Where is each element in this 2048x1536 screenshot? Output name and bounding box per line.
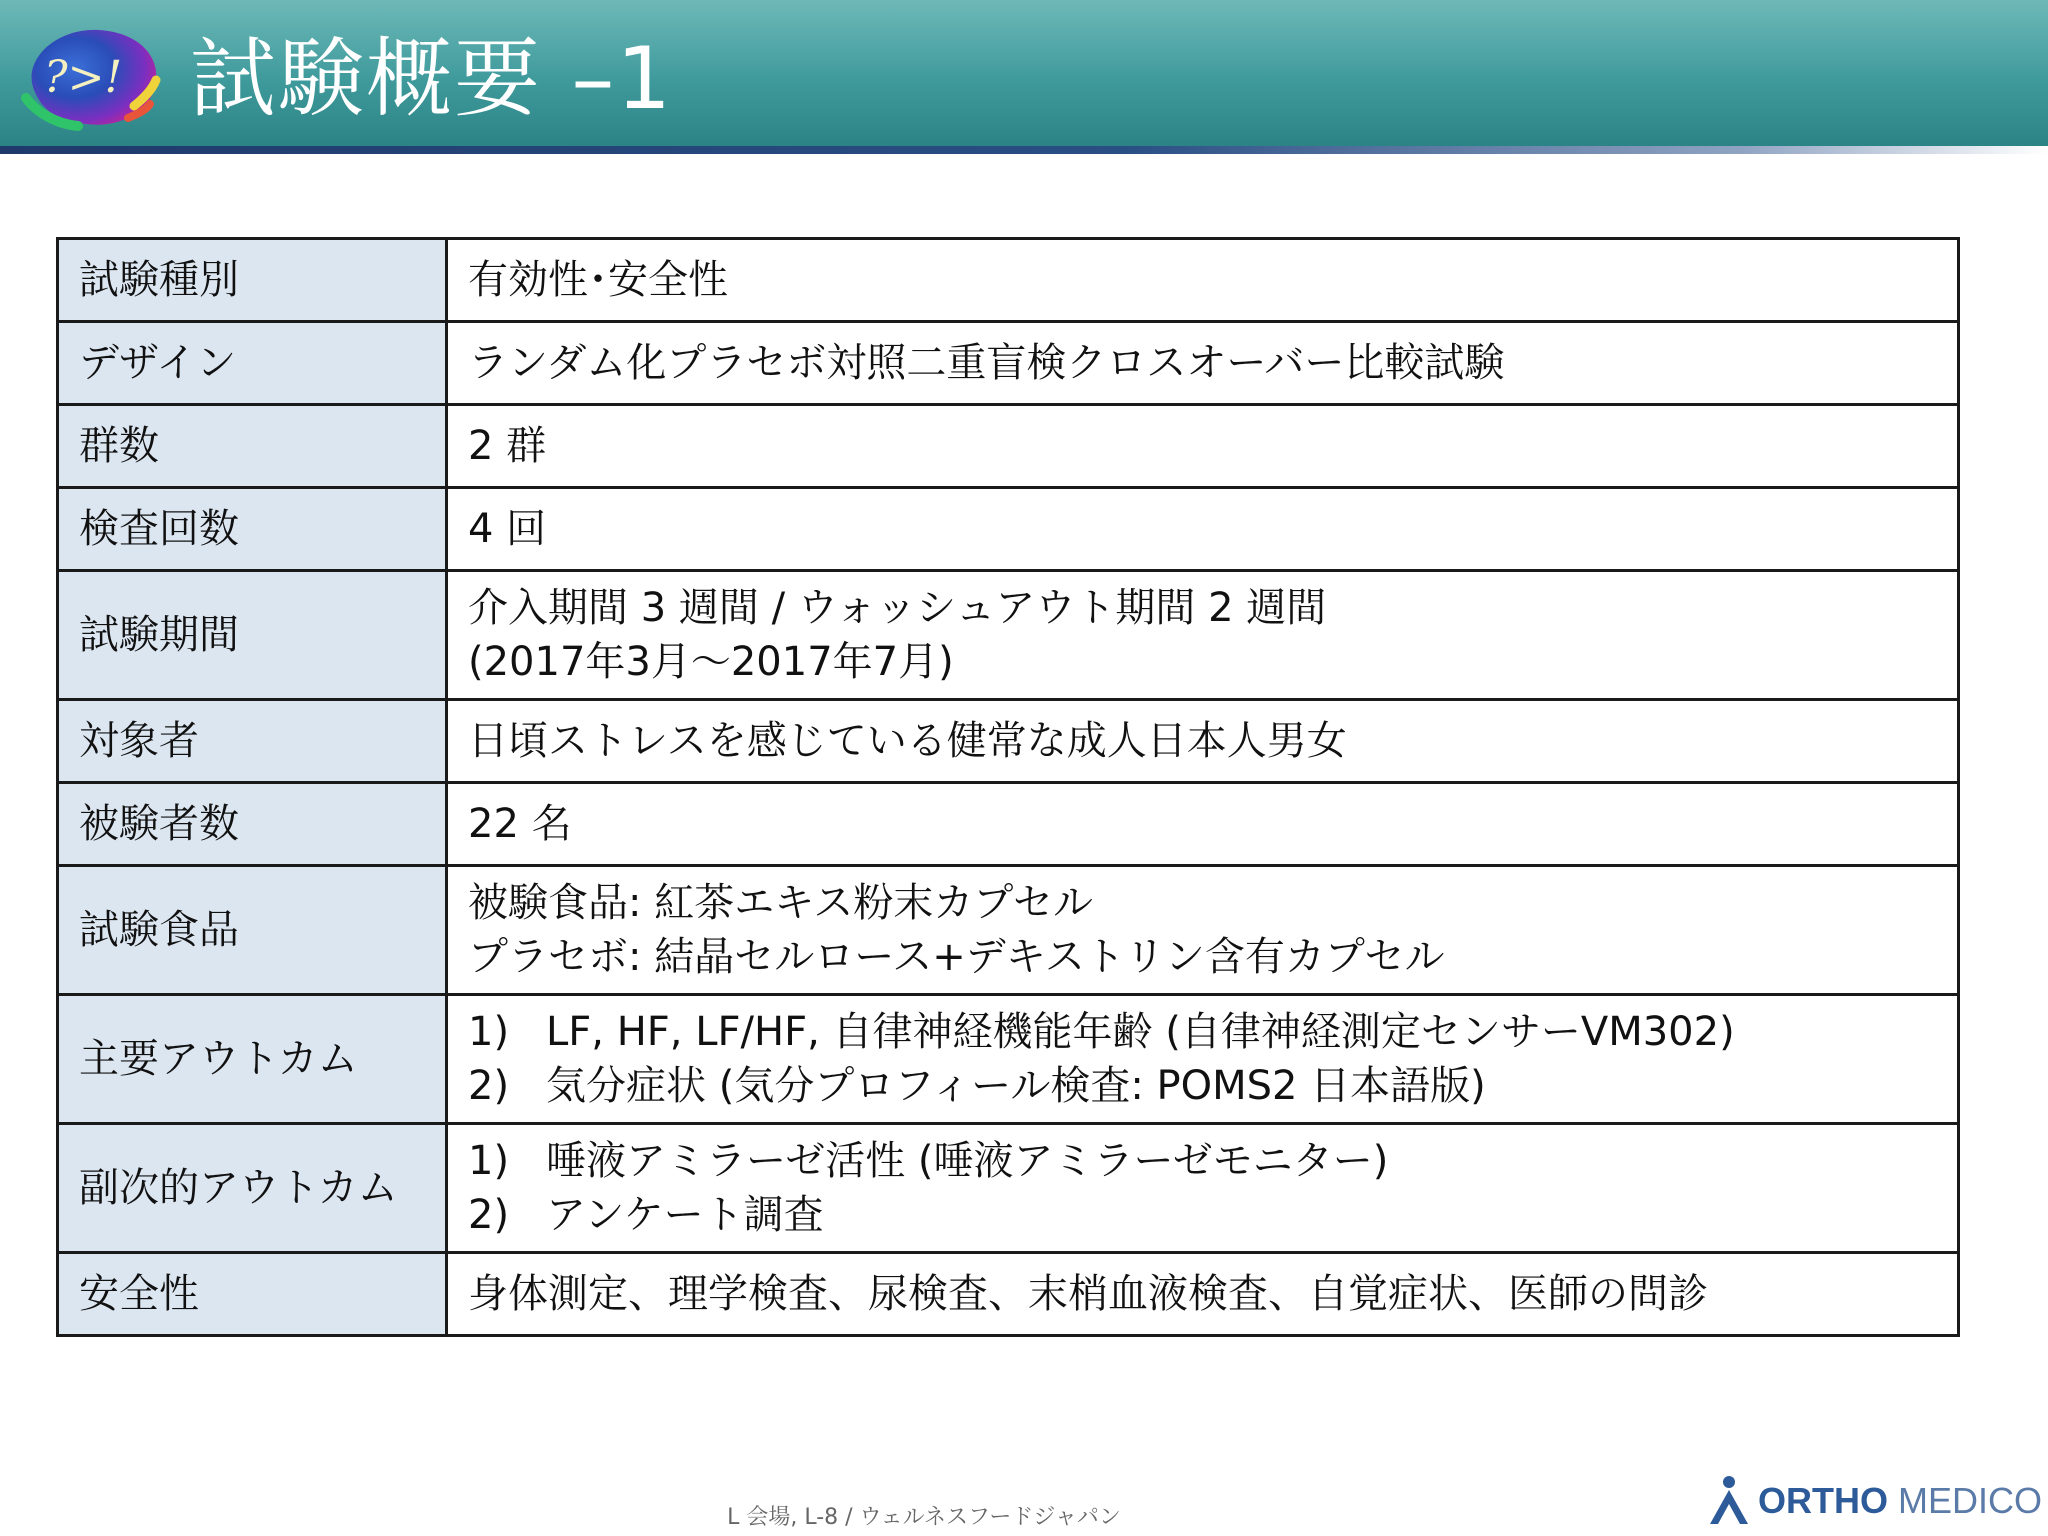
row-label: 試験期間	[58, 571, 447, 700]
row-label: 試験種別	[58, 239, 447, 322]
row-value	[447, 1253, 1959, 1336]
brand-wordmark	[1758, 1480, 2042, 1522]
table-row	[58, 571, 1959, 700]
table-row	[58, 322, 1959, 405]
row-value-line: 日頃ストレスを感じている健常な成人日本人男女	[468, 718, 1347, 764]
row-label: 副次的アウトカム	[58, 1124, 447, 1253]
table-row	[58, 488, 1959, 571]
row-value-line: 身体測定、理学検査、尿検査、末梢血液検査、自覚症状、医師の問診	[468, 1271, 1708, 1317]
row-value	[447, 322, 1959, 405]
row-value-line: 22 名	[468, 801, 572, 847]
table-row	[58, 866, 1959, 995]
row-value	[447, 700, 1959, 783]
table-row	[58, 239, 1959, 322]
brand-light: MEDICO	[1888, 1480, 2043, 1521]
brand-bold: ORTHO	[1758, 1480, 1888, 1521]
table-row	[58, 405, 1959, 488]
row-value-line: 2 群	[468, 423, 547, 469]
study-summary-table	[56, 237, 1960, 1337]
brand-figure-icon	[1706, 1474, 1752, 1526]
item-number: 1)	[468, 1138, 510, 1184]
row-value-line: 4 回	[468, 506, 547, 552]
row-label: 被験者数	[58, 783, 447, 866]
item-number: 2)	[468, 1063, 510, 1109]
row-value	[447, 571, 1959, 700]
header-rule	[0, 146, 2048, 154]
title-bar	[0, 0, 2048, 146]
row-label: 検査回数	[58, 488, 447, 571]
row-value-line: 有効性･安全性	[468, 257, 728, 303]
row-value	[447, 488, 1959, 571]
outcome-item	[468, 1059, 1957, 1113]
row-value	[447, 783, 1959, 866]
table-row	[58, 700, 1959, 783]
item-text: 唾液アミラーゼ活性 (唾液アミラーゼモニター)	[546, 1138, 1389, 1184]
row-label: 主要アウトカム	[58, 995, 447, 1124]
footer-note: L 会場, L-8 / ウェルネスフードジャパン	[727, 1505, 1121, 1530]
item-text: アンケート調査	[546, 1192, 824, 1238]
item-text: 気分症状 (気分プロフィール検査: POMS2 日本語版)	[546, 1063, 1486, 1109]
row-value-line: (2017年3月～2017年7月)	[468, 639, 954, 685]
row-value	[447, 239, 1959, 322]
outcome-item	[468, 1188, 1957, 1242]
row-label: 群数	[58, 405, 447, 488]
row-value-line: ランダム化プラセボ対照二重盲検クロスオーバー比較試験	[468, 340, 1505, 386]
row-label: 安全性	[58, 1253, 447, 1336]
table-row	[58, 1124, 1959, 1253]
item-number: 2)	[468, 1192, 510, 1238]
outcome-item	[468, 1134, 1957, 1188]
logo-text: ?>!	[44, 52, 123, 103]
table-row	[58, 995, 1959, 1124]
row-label: 試験食品	[58, 866, 447, 995]
ortho-medico-logo	[1706, 1474, 2043, 1526]
row-value	[447, 995, 1959, 1124]
table-row	[58, 783, 1959, 866]
outcome-item	[468, 1005, 1957, 1059]
row-label: 対象者	[58, 700, 447, 783]
row-label: デザイン	[58, 322, 447, 405]
row-value	[447, 405, 1959, 488]
table-row	[58, 1253, 1959, 1336]
page-title: 試験概要 –1	[190, 29, 674, 129]
row-value-line: 介入期間 3 週間 / ウォッシュアウト期間 2 週間	[468, 585, 1327, 631]
row-value-line: 被験食品: 紅茶エキス粉末カプセル	[468, 880, 1093, 926]
row-value-line: プラセボ: 結晶セルロース+デキストリン含有カプセル	[468, 934, 1445, 980]
item-text: LF, HF, LF/HF, 自律神経機能年齢 (自律神経測定センサーVM302)	[546, 1009, 1735, 1055]
row-value	[447, 1124, 1959, 1253]
row-value	[447, 866, 1959, 995]
question-exclamation-logo-icon	[16, 20, 166, 132]
item-number: 1)	[468, 1009, 510, 1055]
